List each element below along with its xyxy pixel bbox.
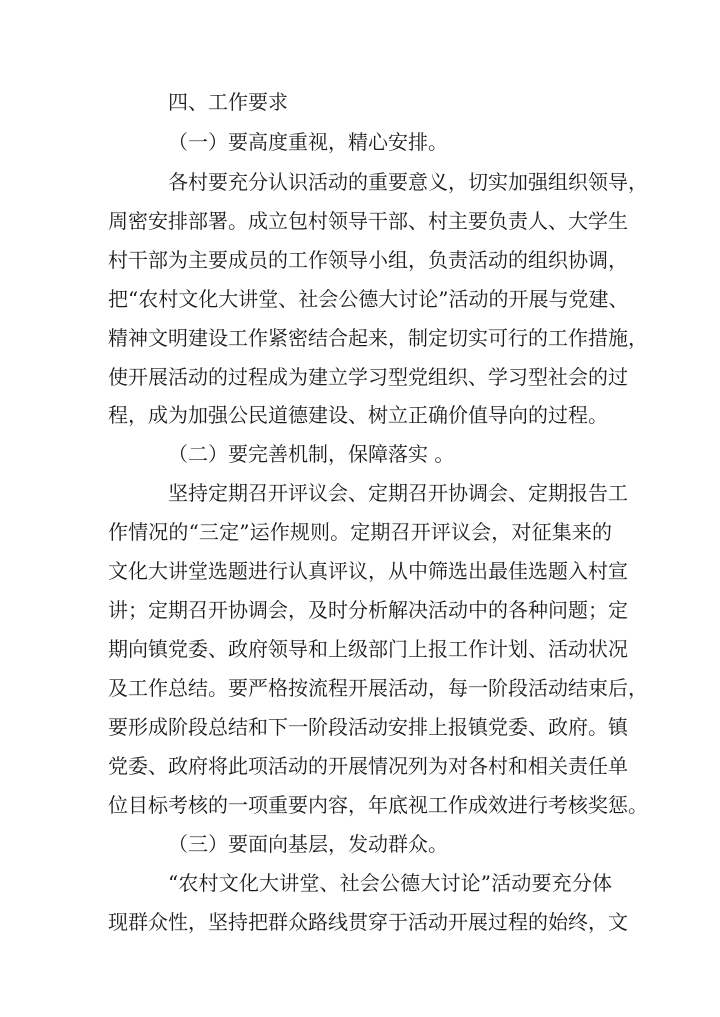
paragraph-line: 及工作总结。要严格按流程开展活动，每一阶段活动结束后，: [108, 676, 648, 700]
paragraph-line: 讲；定期召开协调会，及时分析解决活动中的各种问题；定: [108, 598, 628, 622]
paragraph-line: 使开展活动的过程成为建立学习型党组织、学习型社会的过: [108, 365, 628, 389]
paragraph-line: 精神文明建设工作紧密结合起来，制定切实可行的工作措施，: [108, 326, 648, 350]
subsection-heading-3: （三）要面向基层，发动群众。: [168, 832, 448, 856]
paragraph-line: 要形成阶段总结和下一阶段活动安排上报镇党委、政府。镇: [108, 715, 628, 739]
paragraph-line: 村干部为主要成员的工作领导小组，负责活动的组织协调，: [108, 248, 628, 272]
paragraph-line: 现群众性，坚持把群众路线贯穿于活动开展过程的始终，文: [108, 910, 628, 934]
paragraph-line: 程，成为加强公民道德建设、树立正确价值导向的过程。: [108, 403, 608, 427]
paragraph-line: 作情况的“三定”运作规则。定期召开评议会，对征集来的: [108, 520, 612, 544]
paragraph-line: 党委、政府将此项活动的开展情况列为对各村和相关责任单: [108, 754, 628, 778]
paragraph-line: “农村文化大讲堂、社会公德大讨论”活动要充分体: [168, 871, 612, 895]
paragraph-line: 各村要充分认识活动的重要意义，切实加强组织领导，: [168, 170, 648, 194]
paragraph-line: 坚持定期召开评议会、定期召开协调会、定期报告工: [168, 481, 628, 505]
paragraph-line: 把“农村文化大讲堂、社会公德大讨论”活动的开展与党建、: [108, 287, 629, 311]
paragraph-line: 文化大讲堂选题进行认真评议，从中筛选出最佳选题入村宣: [108, 559, 628, 583]
paragraph-line: 周密安排部署。成立包村领导干部、村主要负责人、大学生: [108, 209, 628, 233]
subsection-heading-2: （二）要完善机制，保障落实 。: [168, 442, 455, 466]
paragraph-line: 期向镇党委、政府领导和上级部门上报工作计划、活动状况: [108, 637, 628, 661]
paragraph-line: 位目标考核的一项重要内容，年底视工作成效进行考核奖惩。: [108, 793, 648, 817]
subsection-heading-1: （一）要高度重视，精心安排。: [168, 130, 448, 154]
section-heading: 四、工作要求: [168, 90, 288, 114]
